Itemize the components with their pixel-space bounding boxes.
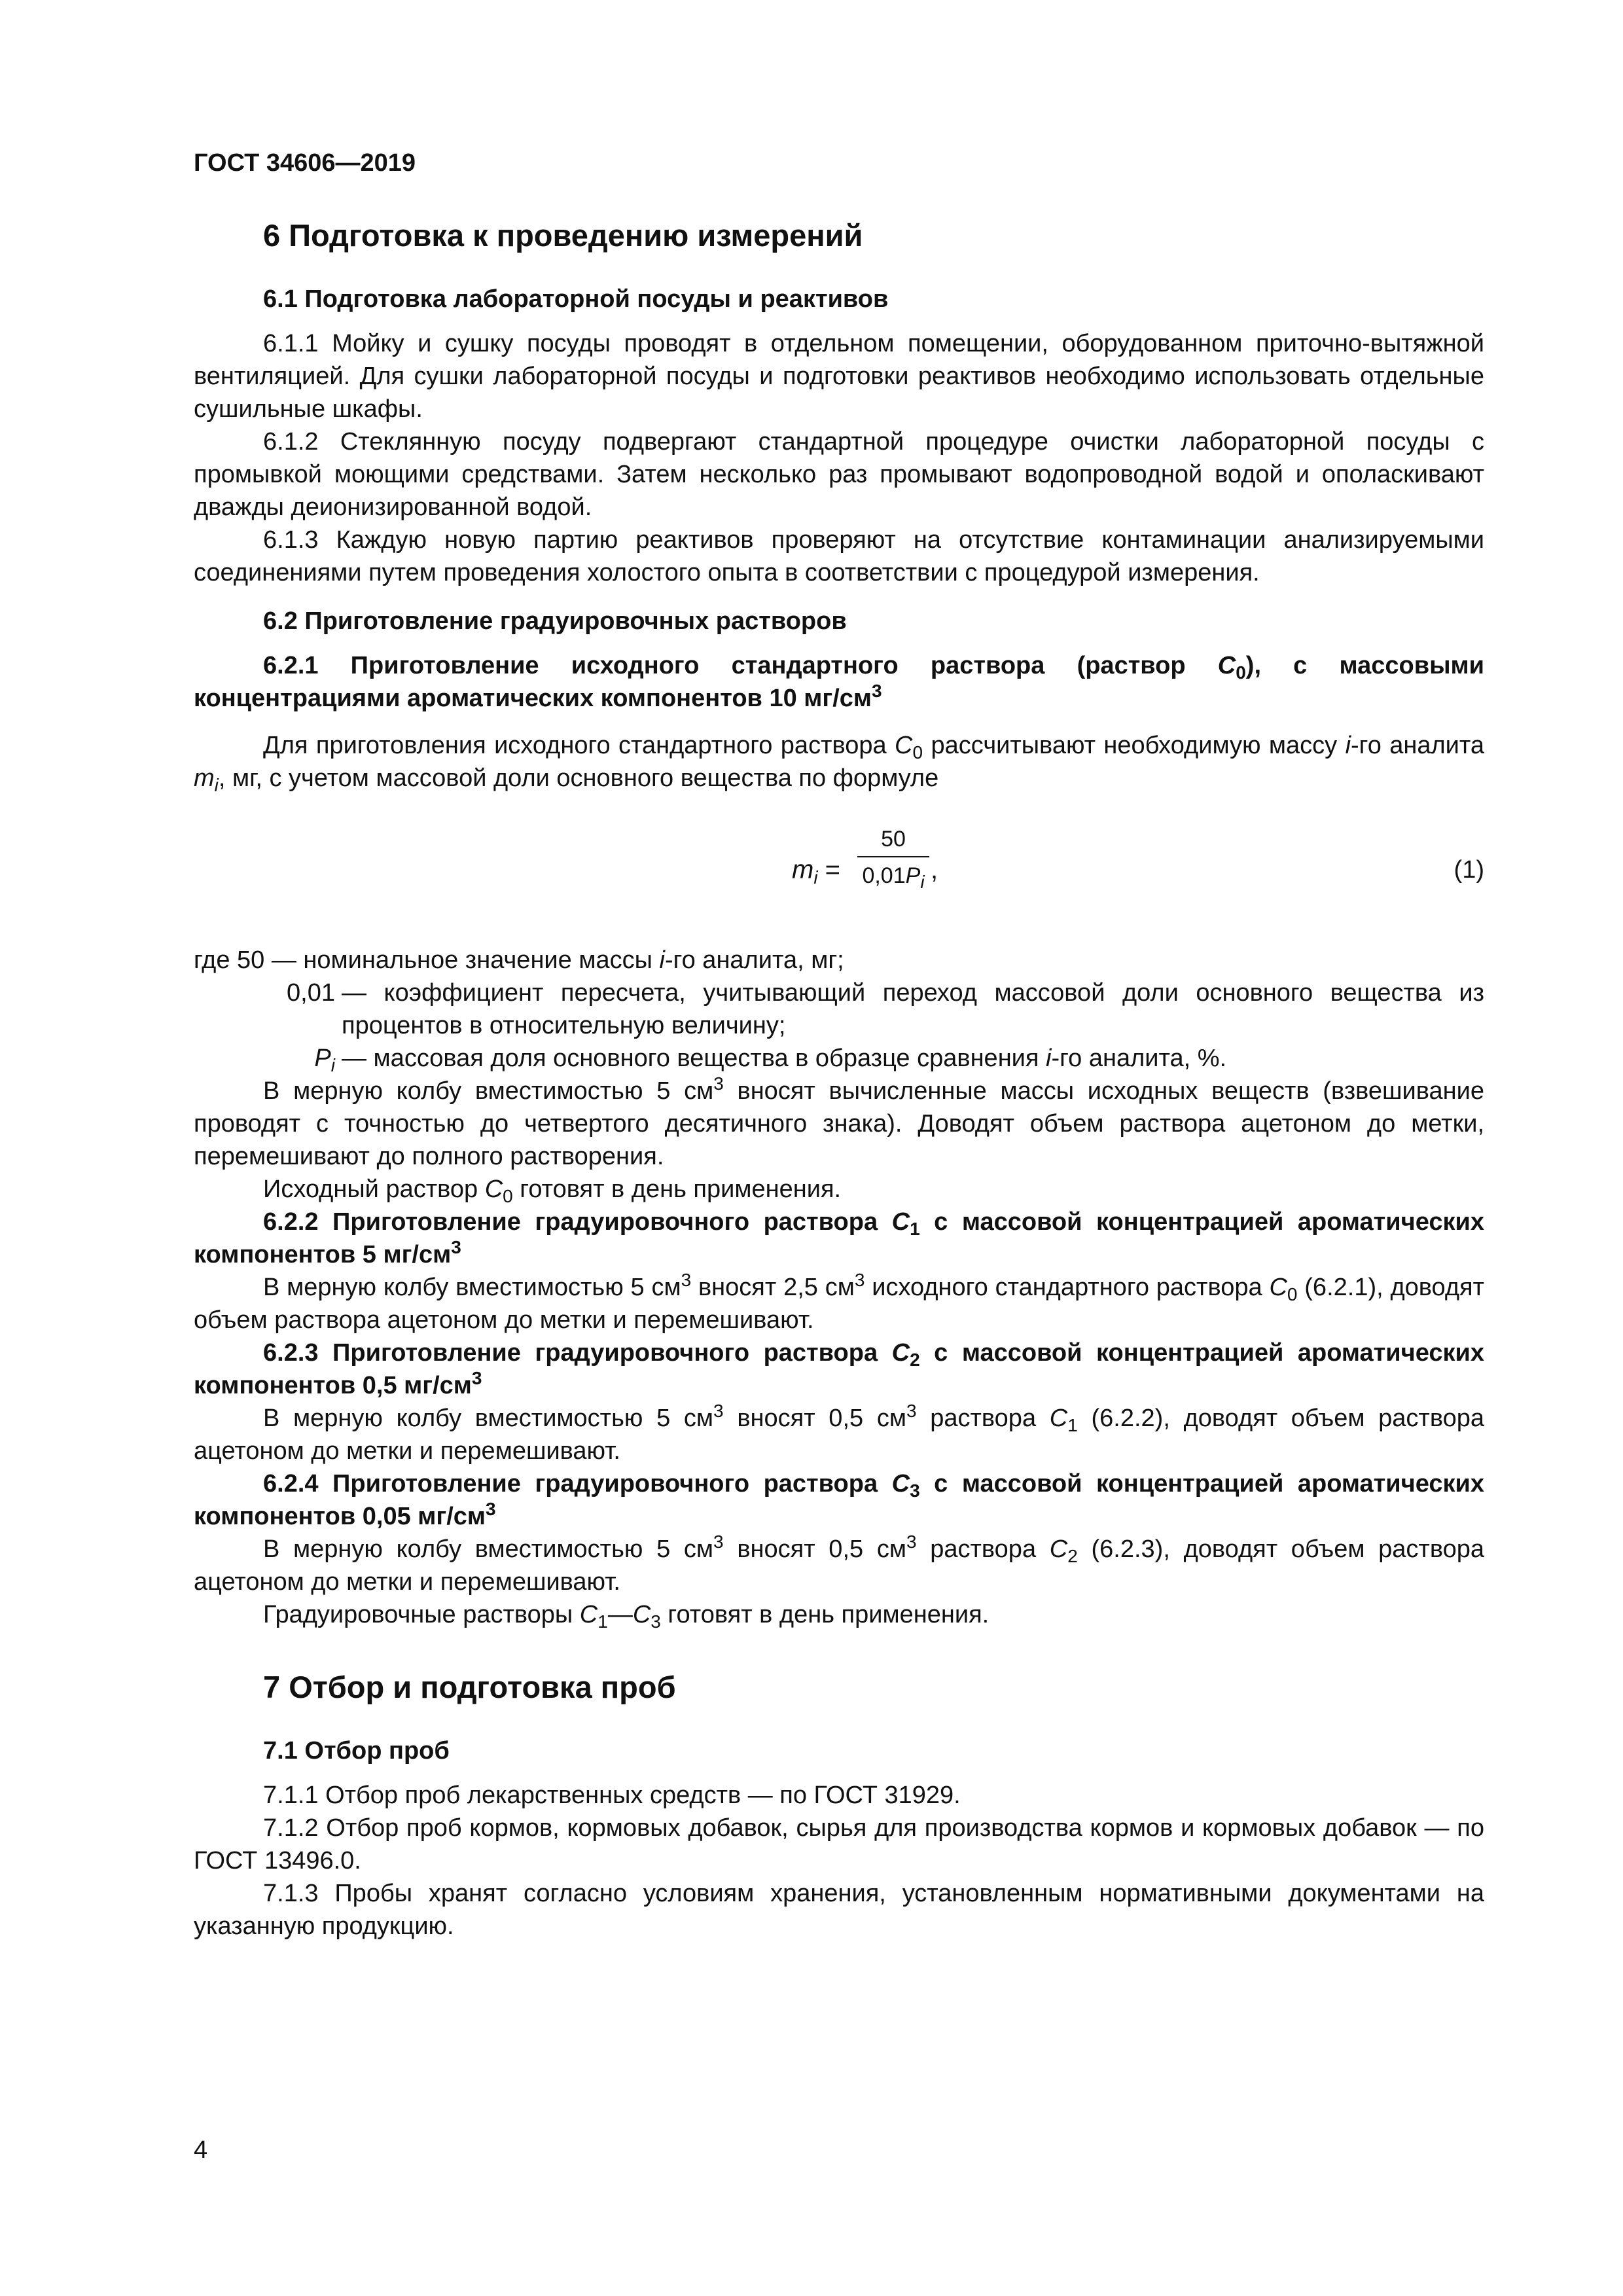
fraction-bar	[857, 856, 929, 857]
formula-fraction	[857, 825, 929, 890]
standard-id: ГОСТ 34606—2019	[194, 149, 416, 177]
page-content	[194, 216, 1484, 1943]
paragraph-7-1-1: 7.1.1 Отбор проб лекарственных средств — по ГОСТ 31929.	[263, 1782, 961, 1809]
paragraph-6-2-1-intro: Для приготовления исходного стандартного раствора $C_0$ рассчитывают необходимую массу i-го аналита $m_i$, мг, с учетом массовой доли основного вещества по формуле	[194, 732, 1484, 795]
subsection-6-2-4-title: 6.2.4 Приготовление градуировочного раствора $C_3$ с массовой концентрацией ароматических компонентов 0,05 $мг/см^3$	[194, 1470, 1484, 1530]
page-number: 4	[194, 2136, 208, 2164]
legend-item-pi: $P_i$ — массовая доля основного вещества в образце сравнения i-го аналита, %.	[314, 1045, 1227, 1075]
subsection-6-2-2-title: 6.2.2 Приготовление градуировочного раствора $C_1$ с массовой концентрацией ароматических компонентов 5 $мг/см^3$	[194, 1208, 1484, 1268]
paragraph-6-1-1: 6.1.1 Мойку и сушку посуды проводят в отдельном помещении, оборудованном приточно-вытяжной вентиляцией. Для сушки лабораторной посуды и подготовки реактивов необходимо использовать отдельные сушильные шкафы.	[194, 330, 1484, 423]
section-7-title: 7 Отбор и подготовка проб	[263, 1670, 676, 1704]
formula-numerator: 50	[881, 827, 906, 852]
legend-item-001: 0,01 — коэффициент пересчета, учитывающий переход массовой доли основного вещества из процентов в относительную величину;	[287, 979, 1484, 1039]
section-6-title: 6 Подготовка к проведению измерений	[263, 218, 863, 253]
formula-legend	[194, 944, 1484, 1075]
paragraph-7-1-2: 7.1.2 Отбор проб кормов, кормовых добавок, сырья для производства кормов и кормовых добавок — по ГОСТ 13496.0.	[194, 1814, 1484, 1874]
formula-lhs: $m_i$ =	[792, 855, 841, 888]
formula-1	[194, 825, 1484, 915]
paragraph-6-2-1-procedure: В мерную колбу вместимостью 5 $см^3$ вносят вычисленные массы исходных веществ (взвешивание проводят с точностью до четвертого десятичного знака). Доводят объем раствора ацетоном до метки, перемешивают до полного растворения.	[194, 1073, 1484, 1170]
paragraph-7-1-3: 7.1.3 Пробы хранят согласно условиям хранения, установленным нормативными документами на указанную продукцию.	[194, 1880, 1484, 1940]
paragraph-6-2-4-storage: Градуировочные растворы $C_1—C_3$ готовят в день применения.	[263, 1601, 990, 1632]
paragraph-6-2-2: В мерную колбу вместимостью 5 $см^3$ вносят 2,5 $см^3$ исходного стандартного раствора $C_0$ (6.2.1), доводят объем раствора ацетоном до метки и перемешивают.	[194, 1270, 1484, 1334]
paragraph-6-2-1-storage: Исходный раствор $C_0$ готовят в день применения.	[263, 1175, 842, 1206]
section-7-1-title: 7.1 Отбор проб	[263, 1737, 450, 1765]
section-6-2-title: 6.2 Приготовление градуировочных растворов	[263, 607, 847, 635]
section-6-1-title: 6.1 Подготовка лабораторной посуды и реактивов	[263, 285, 889, 313]
formula-comma: ,	[931, 855, 938, 884]
paragraph-6-1-2: 6.1.2 Стеклянную посуду подвергают стандартной процедуре очистки лабораторной посуды с промывкой моющими средствами. Затем несколько раз промывают водопроводной водой и ополаскивают дважды деионизированной водой.	[194, 428, 1484, 521]
legend-item-50: где 50 — номинальное значение массы i-го аналита, мг;	[194, 946, 844, 974]
paragraph-6-1-3: 6.1.3 Каждую новую партию реактивов проверяют на отсутствие контаминации анализируемыми соединениями путем проведения холостого опыта в соответствии с процедурой измерения.	[194, 526, 1484, 586]
paragraph-6-2-3: В мерную колбу вместимостью 5 $см^3$ вносят 0,5 $см^3$ раствора $C_1$ (6.2.2), доводят объем раствора ацетоном до метки и перемешивают.	[194, 1401, 1484, 1465]
subsection-6-2-1-title: 6.2.1 Приготовление исходного стандартного раствора (раствор $C_0$), с массовыми концентрациями ароматических компонентов 10 $мг/см^3$	[194, 652, 1484, 712]
paragraph-6-2-4: В мерную колбу вместимостью 5 $см^3$ вносят 0,5 $см^3$ раствора $C_2$ (6.2.3), доводят объем раствора ацетоном до метки и перемешивают.	[194, 1532, 1484, 1596]
subsection-6-2-3-title: 6.2.3 Приготовление градуировочного раствора $C_2$ с массовой концентрацией ароматических компонентов 0,5 $мг/см^3$	[194, 1339, 1484, 1399]
formula-number: (1)	[1454, 856, 1484, 884]
formula-denominator: $0,01P_i$	[862, 863, 925, 892]
